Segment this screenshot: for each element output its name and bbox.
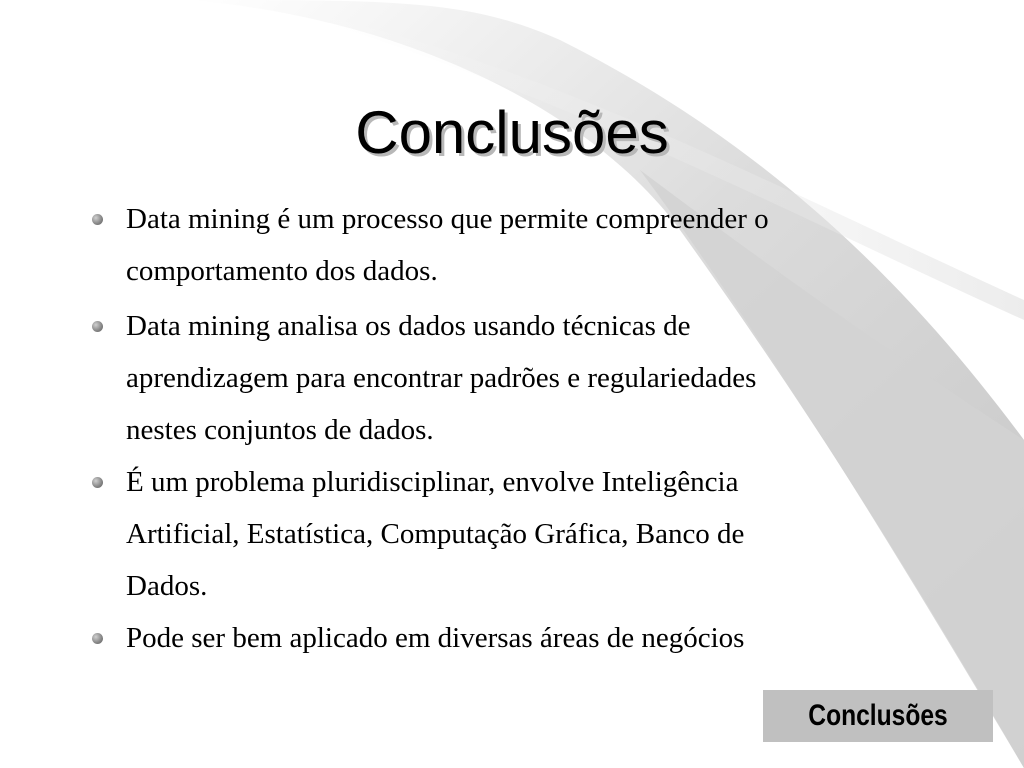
bullet-line: Data mining é um processo que permite compreender o [126,203,769,235]
bullet-dot-icon [92,321,103,332]
bullet-item [126,193,896,297]
bullet-line: É um problema pluridisciplinar, envolve Inteligência [126,466,739,498]
bullet-item [126,612,896,664]
bullet-dot-icon [92,633,103,644]
bullet-line: comportamento dos dados. [126,255,438,287]
bullet-line: Artificial, Estatística, Computação Gráfica, Banco de [126,518,745,550]
footer-section-box [763,690,993,742]
bullet-dot-icon [92,477,103,488]
bullet-item [126,300,896,456]
bullet-line: Pode ser bem aplicado em diversas áreas de negócios [126,622,745,654]
bullet-item [126,456,896,612]
footer-section-label: Conclusões [808,699,948,732]
bullet-dot-icon [92,214,103,225]
bullet-line: nestes conjuntos de dados. [126,414,434,446]
bullet-line: Data mining analisa os dados usando técnicas de [126,310,691,342]
slide-title: Conclusões [355,99,669,166]
bullet-line: Dados. [126,570,208,602]
bullet-line: aprendizagem para encontrar padrões e regulariedades [126,362,757,394]
